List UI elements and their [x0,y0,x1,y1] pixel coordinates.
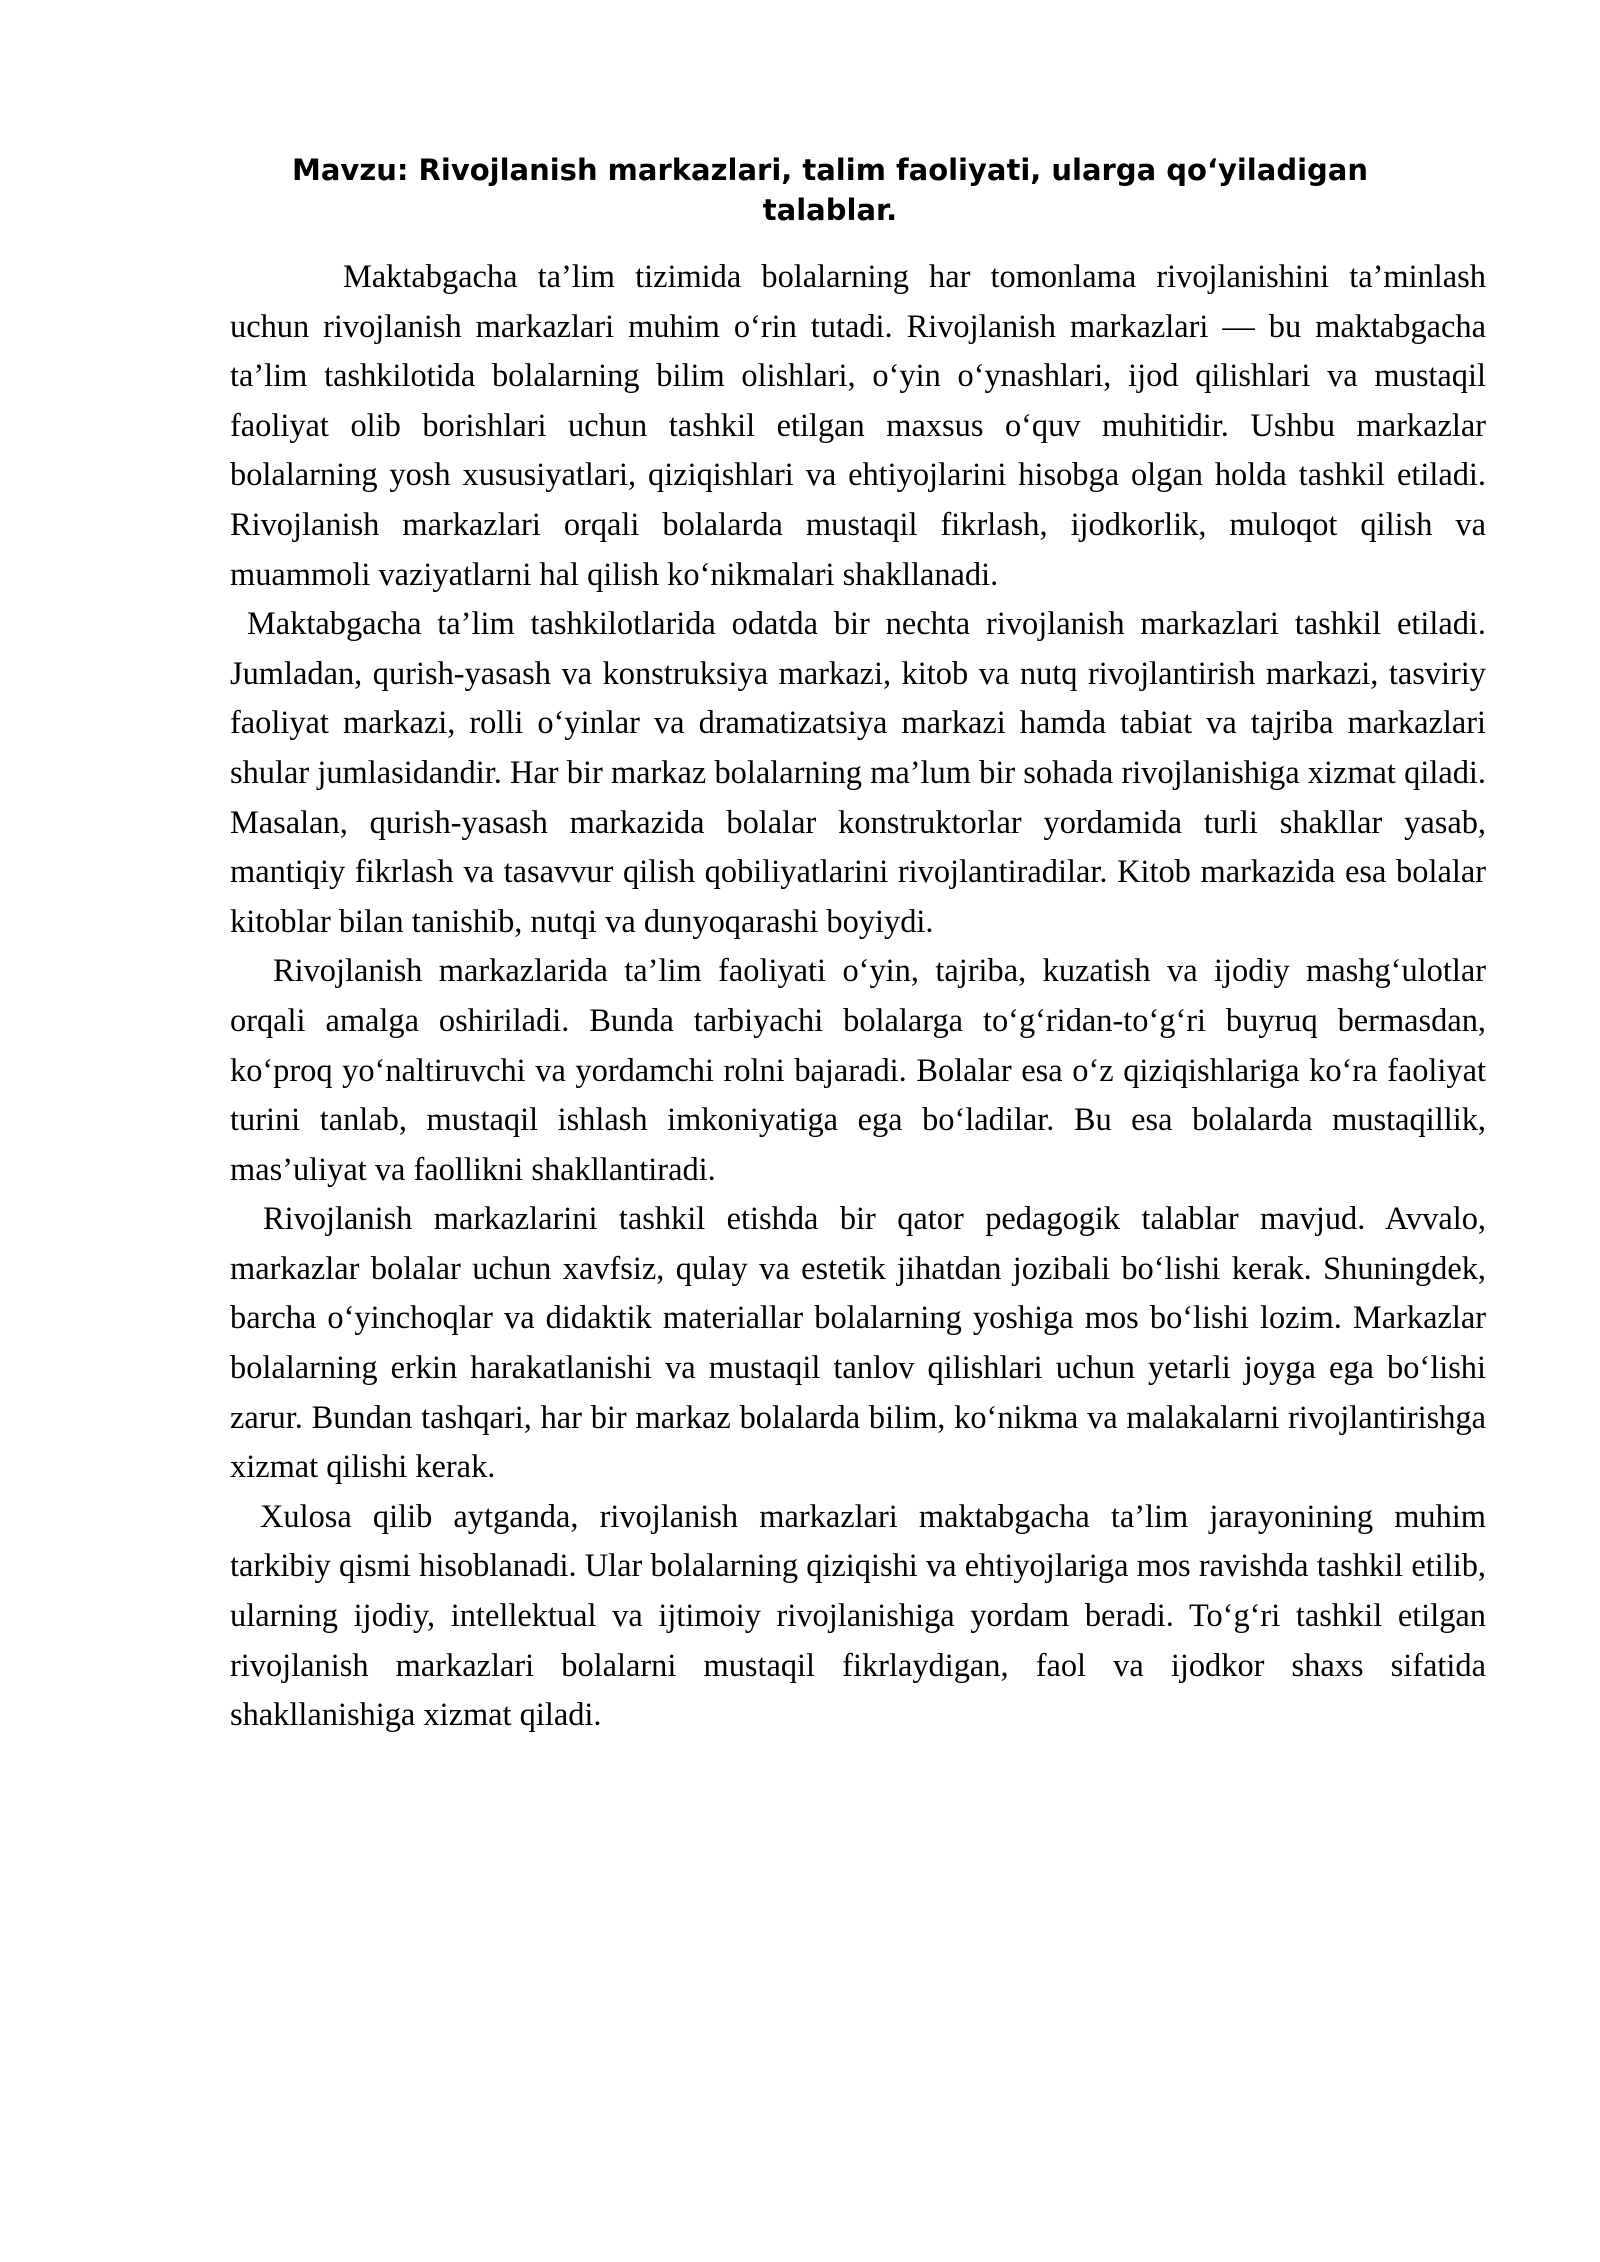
paragraph-intro: Maktabgacha ta’lim tizimida bolalarning har tomonlama rivojlanishini ta’minlash uchun rivojlanish markazlari muhim o‘rin tutadi. Rivojlanish markazlari — bu maktabgacha ta’lim tashkilotida bolalarning bilim olishlari, o‘yin o‘ynashlari, ijod qilishlari va mustaqil faoliyat olib borishlari uchun tashkil etilgan maxsus o‘quv muhitidir. Ushbu markazlar bolalarning yosh xususiyatlari, qiziqishlari va ehtiyojlarini hisobga olgan holda tashkil etiladi. Rivojlanish markazlari orqali bolalarda mustaqil fikrlash, ijodkorlik, muloqot qilish va muammoli vaziyatlarni hal qilish ko‘nikmalari shakllanadi. [230,259,1486,593]
paragraph-requirements: Rivojlanish markazlarini tashkil etishda bir qator pedagogik talablar mavjud. Avvalo, markazlar bolalar uchun xavfsiz, qulay va estetik jihatdan jozibali bo‘lishi kerak. Shuningdek, barcha o‘yinchoqlar va didaktik materiallar bolalarning yoshiga mos bo‘lishi lozim. Markazlar bolalarning erkin harakatlanishi va mustaqil tanlov qilishlari uchun yetarli joyga ega bo‘lishi zarur. Bundan tashqari, har bir markaz bolalarda bilim, ko‘nikma va malakalarni rivojlantirishga xizmat qilishi kerak. [230,1201,1486,1486]
paragraph-conclusion: Xulosa qilib aytganda, rivojlanish markazlari maktabgacha ta’lim jarayonining muhim tarkibiy qismi hisoblanadi. Ular bolalarning qiziqishi va ehtiyojlariga mos ravishda tashkil etilib, ularning ijodiy, intellektual va ijtimoiy rivojlanishiga yordam beradi. To‘g‘ri tashkil etilgan rivojlanish markazlari bolalarni mustaqil fikrlaydigan, faol va ijodkor shaxs sifatida shakllanishiga xizmat qiladi. [230,1498,1486,1734]
paragraph-educational-activity: Rivojlanish markazlarida ta’lim faoliyati o‘yin, tajriba, kuzatish va ijodiy mashg‘ulotlar orqali amalga oshiriladi. Bunda tarbiyachi bolalarga to‘g‘ridan-to‘g‘ri buyruq bermasdan, ko‘proq yo‘naltiruvchi va yordamchi rolni bajaradi. Bolalar esa o‘z qiziqishlariga ko‘ra faoliyat turini tanlab, mustaqil ishlash imkoniyatiga ega bo‘ladilar. Bu esa bolalarda mustaqillik, mas’uliyat va faollikni shakllantiradi. [230,953,1486,1188]
document-body [230,253,1486,1741]
document-title: Mavzu: Rivojlanish markazlari, talim faoliyati, ularga qo‘yiladigan talablar. [292,153,1368,227]
paragraph-centers-types: Maktabgacha ta’lim tashkilotlarida odatda bir nechta rivojlanish markazlari tashkil etiladi. Jumladan, qurish-yasash va konstruksiya markazi, kitob va nutq rivojlantirish markazi, tasviriy faoliyat markazi, rolli o‘yinlar va dramatizatsiya markazi hamda tabiat va tajriba markazlari shular jumlasidandir. Har bir markaz bolalarning ma’lum bir sohada rivojlanishiga xizmat qiladi. Masalan, qurish-yasash markazida bolalar konstruktorlar yordamida turli shakllar yasab, mantiqiy fikrlash va tasavvur qilish qobiliyatlarini rivojlantiradilar. Kitob markazida esa bolalar kitoblar bilan tanishib, nutqi va dunyoqarashi boyiydi. [230,606,1486,940]
